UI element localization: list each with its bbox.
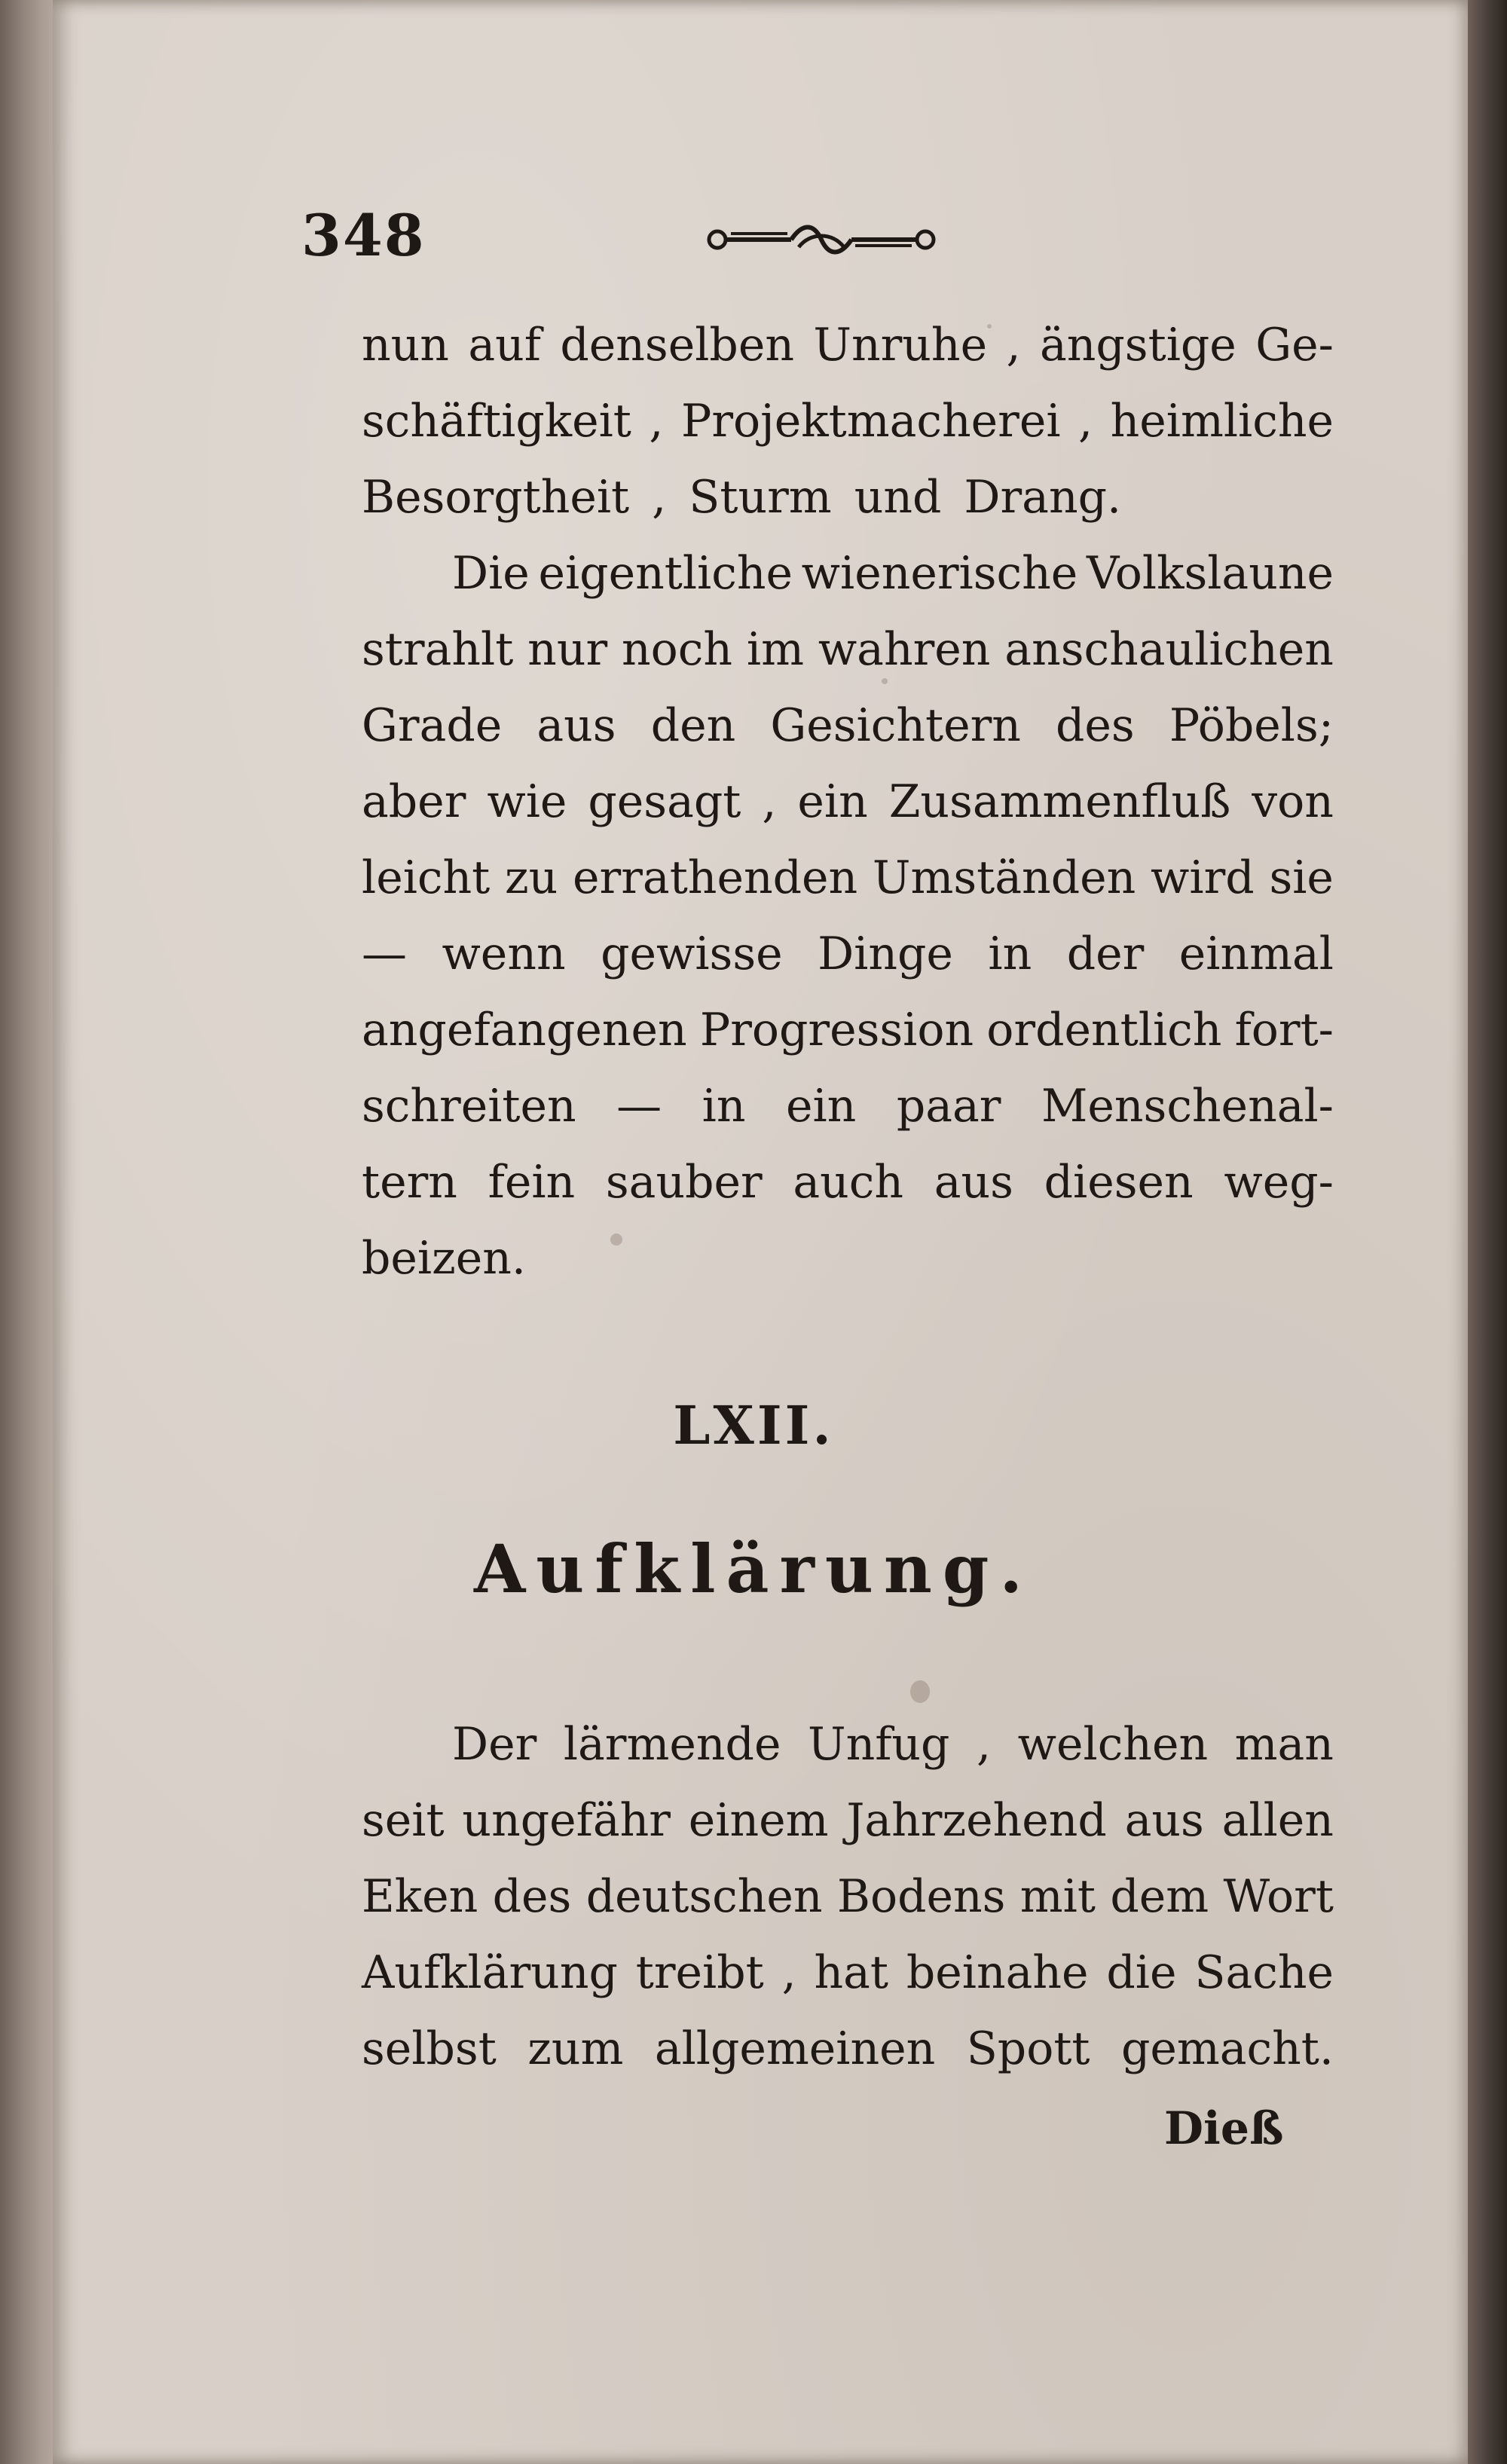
word: zum	[527, 2022, 624, 2075]
word: allen	[1221, 1794, 1334, 1847]
word: aber	[362, 775, 466, 828]
text-line	[362, 840, 1334, 916]
word: Aufklärung	[362, 1946, 618, 1999]
word: Zusammenfluß	[888, 775, 1231, 828]
word: in	[702, 1080, 746, 1133]
word: allgemeinen	[654, 2022, 936, 2075]
word: ,	[652, 471, 667, 524]
catchword: Dieß	[1164, 2102, 1284, 2155]
word: Bodens	[836, 1870, 1006, 1923]
word: diesen	[1044, 1156, 1194, 1209]
word: in	[988, 928, 1032, 980]
text-line	[362, 1068, 1334, 1145]
word: aus	[536, 699, 616, 752]
text-line	[362, 2011, 1334, 2087]
word: die	[1106, 1946, 1177, 1999]
decorative-rule-icon	[701, 217, 942, 262]
word: Die	[452, 547, 530, 600]
word: sauber	[605, 1156, 763, 1209]
continuation-text	[362, 307, 1334, 536]
word: —	[616, 1080, 662, 1133]
word: tern	[362, 1156, 457, 1209]
word: errathenden	[573, 851, 858, 904]
word: ein	[785, 1080, 857, 1133]
word: noch	[622, 623, 733, 676]
page-number: 348	[301, 202, 426, 269]
paragraph-text	[362, 536, 1334, 1297]
book-cover-right-edge	[1468, 0, 1507, 2464]
text-line	[362, 1783, 1334, 1859]
word: Sache	[1194, 1946, 1334, 1999]
running-header	[301, 202, 1334, 270]
text-line	[362, 916, 1334, 992]
text-line	[362, 536, 1334, 612]
word: Grade	[362, 699, 503, 752]
word: Dinge	[818, 928, 953, 980]
word: ,	[977, 1718, 992, 1771]
word: fein	[488, 1156, 576, 1209]
word: strahlt	[362, 623, 514, 676]
word: sie	[1269, 851, 1334, 904]
word: paar	[896, 1080, 1001, 1133]
word: Drang.	[964, 471, 1122, 524]
word: Eken	[362, 1870, 478, 1923]
word: des	[1056, 699, 1135, 752]
text-line	[362, 992, 1334, 1068]
word: dem	[1110, 1870, 1209, 1923]
word: Menschenal-	[1041, 1080, 1334, 1133]
word: leicht	[362, 851, 491, 904]
word: —	[362, 928, 407, 980]
word: gesagt	[588, 775, 741, 828]
word: eigentliche	[538, 547, 793, 600]
word: aus	[934, 1156, 1013, 1209]
word: fort-	[1234, 1004, 1334, 1056]
word: gemacht.	[1120, 2022, 1334, 2075]
word: der	[1066, 928, 1145, 980]
word: ein	[797, 775, 868, 828]
word: seit	[362, 1794, 445, 1847]
word: auch	[793, 1156, 904, 1209]
text-line	[362, 1707, 1334, 1783]
chapter-title: Aufklärung.	[473, 1530, 1034, 1608]
text-line	[362, 460, 1334, 536]
word: wie	[487, 775, 567, 828]
word: schäftigkeit	[362, 395, 631, 448]
word: ordentlich	[986, 1004, 1222, 1056]
word: Gesichtern	[770, 699, 1021, 752]
word: Wort	[1223, 1870, 1334, 1923]
word: anschaulichen	[1004, 623, 1334, 676]
text-line	[362, 764, 1334, 840]
word: einem	[688, 1794, 829, 1847]
word: deutschen	[585, 1870, 823, 1923]
text-line	[362, 688, 1334, 764]
text-line	[362, 1859, 1334, 1935]
word: wahren	[818, 623, 991, 676]
word: im	[746, 623, 804, 676]
word: aus	[1124, 1794, 1204, 1847]
page-stack-left-edge	[0, 0, 59, 2464]
text-line	[362, 1145, 1334, 1221]
text-line	[362, 612, 1334, 688]
word: beizen.	[362, 1232, 526, 1285]
word: treibt	[635, 1946, 764, 1999]
word: Ge-	[1255, 319, 1334, 371]
paper-spot	[910, 1680, 930, 1703]
word: Projektmacherei	[680, 395, 1061, 448]
word: Sturm	[689, 471, 832, 524]
word: nur	[527, 623, 608, 676]
word: Unfug	[808, 1718, 950, 1771]
word: weg-	[1224, 1156, 1334, 1209]
word: des	[492, 1870, 572, 1923]
word: Spott	[966, 2022, 1090, 2075]
opening-paragraph	[362, 1707, 1334, 2087]
word: von	[1252, 775, 1334, 828]
text-line	[362, 1935, 1334, 2011]
word: wird	[1151, 851, 1255, 904]
word: man	[1234, 1718, 1334, 1771]
word: ,	[1006, 319, 1021, 371]
word: ängstige	[1039, 319, 1236, 371]
word: Unruhe	[813, 319, 988, 371]
word: schreiten	[362, 1080, 576, 1133]
word: Pöbels;	[1169, 699, 1334, 752]
word: auf	[468, 319, 541, 371]
word: welchen	[1017, 1718, 1209, 1771]
word: Jahrzehend	[846, 1794, 1107, 1847]
word: ,	[649, 395, 664, 448]
text-line	[362, 307, 1334, 384]
word: hat	[814, 1946, 889, 1999]
word: ,	[781, 1946, 796, 1999]
word: zu	[505, 851, 558, 904]
word: wienerische	[801, 547, 1078, 600]
word: selbst	[362, 2022, 497, 2075]
word: ungefähr	[462, 1794, 671, 1847]
word: heimliche	[1110, 395, 1334, 448]
word: und	[854, 471, 942, 524]
text-line	[362, 1221, 1334, 1297]
word: angefangenen	[362, 1004, 687, 1056]
word: denselben	[560, 319, 794, 371]
chapter-number: LXII.	[673, 1394, 834, 1457]
word: beinahe	[906, 1946, 1089, 1999]
word: gewisse	[601, 928, 783, 980]
word: mit	[1019, 1870, 1096, 1923]
text-line	[362, 384, 1334, 460]
word: wenn	[442, 928, 566, 980]
word: Volkslaune	[1086, 547, 1334, 600]
word: ,	[762, 775, 777, 828]
word: den	[650, 699, 736, 752]
word: lärmende	[563, 1718, 781, 1771]
word: einmal	[1178, 928, 1334, 980]
word: Progression	[699, 1004, 974, 1056]
word: ,	[1078, 395, 1093, 448]
word: Der	[452, 1718, 537, 1771]
word: nun	[362, 319, 449, 371]
word: Besorgtheit	[362, 471, 630, 524]
word: Umständen	[872, 851, 1136, 904]
